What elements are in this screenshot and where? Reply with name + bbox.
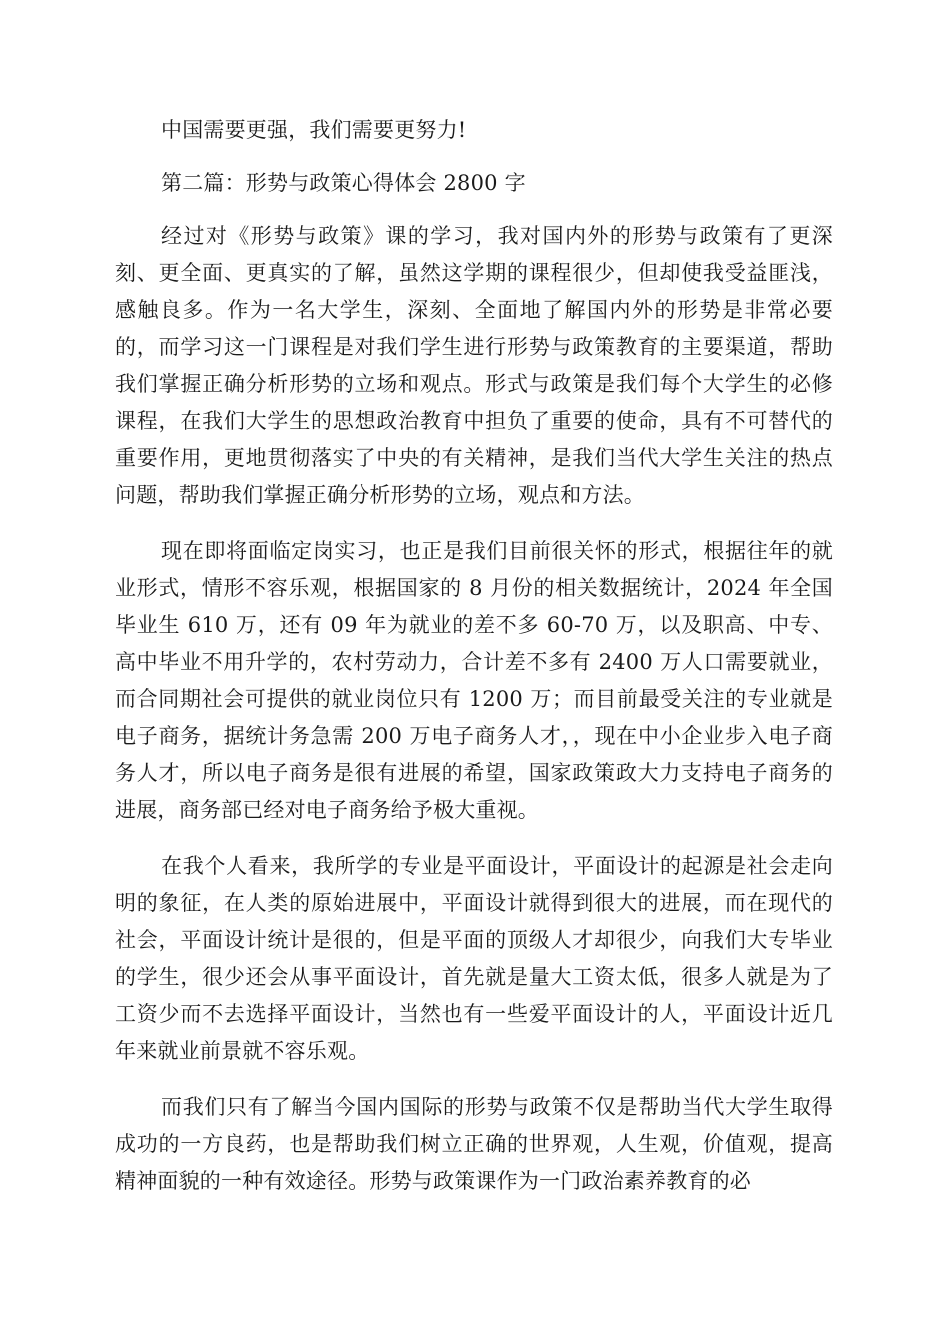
paragraph-1: 经过对《形势与政策》课的学习，我对国内外的形势与政策有了更深刻、更全面、更真实的了解，虽然这学期的课程很少，但却使我受益匪浅，感触良多。作为一名大学生，深刻、全面地了解国内外的形势是非常必要的，而学习这一门课程是对我们学生进行形势与政策教育的主要渠道，帮助我们掌握正确分析形势的立场和观点。形式与政策是我们每个大学生的必修课程，在我们大学生的思想政治教育中担负了重要的使命，具有不可替代的重要作用，更地贯彻落实了中央的有关精神，是我们当代大学生关注的热点问题，帮助我们掌握正确分析形势的立场，观点和方法。 xyxy=(115,224,833,507)
document-body xyxy=(115,112,833,1219)
opening-line: 中国需要更强，我们需要更努力! xyxy=(161,118,467,142)
paragraph-3: 在我个人看来，我所学的专业是平面设计，平面设计的起源是社会走向明的象征，在人类的原始进展中，平面设计就得到很大的进展，而在现代的社会，平面设计统计是很的，但是平面的顶级人才却很少，向我们大专毕业的学生，很少还会从事平面设计，首先就是量大工资太低，很多人就是为了工资少而不去选择平面设计，当然也有一些爱平面设计的人，平面设计近几年来就业前景就不容乐观。 xyxy=(115,854,833,1063)
paragraph-2: 现在即将面临定岗实习，也正是我们目前很关怀的形式，根据往年的就业形式，情形不容乐观，根据国家的 8 月份的相关数据统计，2024 年全国毕业生 610 万，还有 09 年为就业的差不多 60-70 万，以及职高、中专、高中毕业不用升学的，农村劳动力，合计差不多有 2400 万人口需要就业，而合同期社会可提供的就业岗位只有 1200 万；而目前最受关注的专业就是电子商务，据统计务急需 200 万电子商务人才，，现在中小企业步入电子商务人才，所以电子商务是很有进展的希望，国家政策政大力支持电子商务的进展，商务部已经对电子商务给予极大重视。 xyxy=(115,539,833,822)
section-heading: 第二篇：形势与政策心得体会 2800 字 xyxy=(161,171,526,195)
paragraph-4: 而我们只有了解当今国内国际的形势与政策不仅是帮助当代大学生取得成功的一方良药，也是帮助我们树立正确的世界观，人生观，价值观，提高精神面貌的一种有效途径。形势与政策课作为一门政治素养教育的必 xyxy=(115,1095,833,1193)
